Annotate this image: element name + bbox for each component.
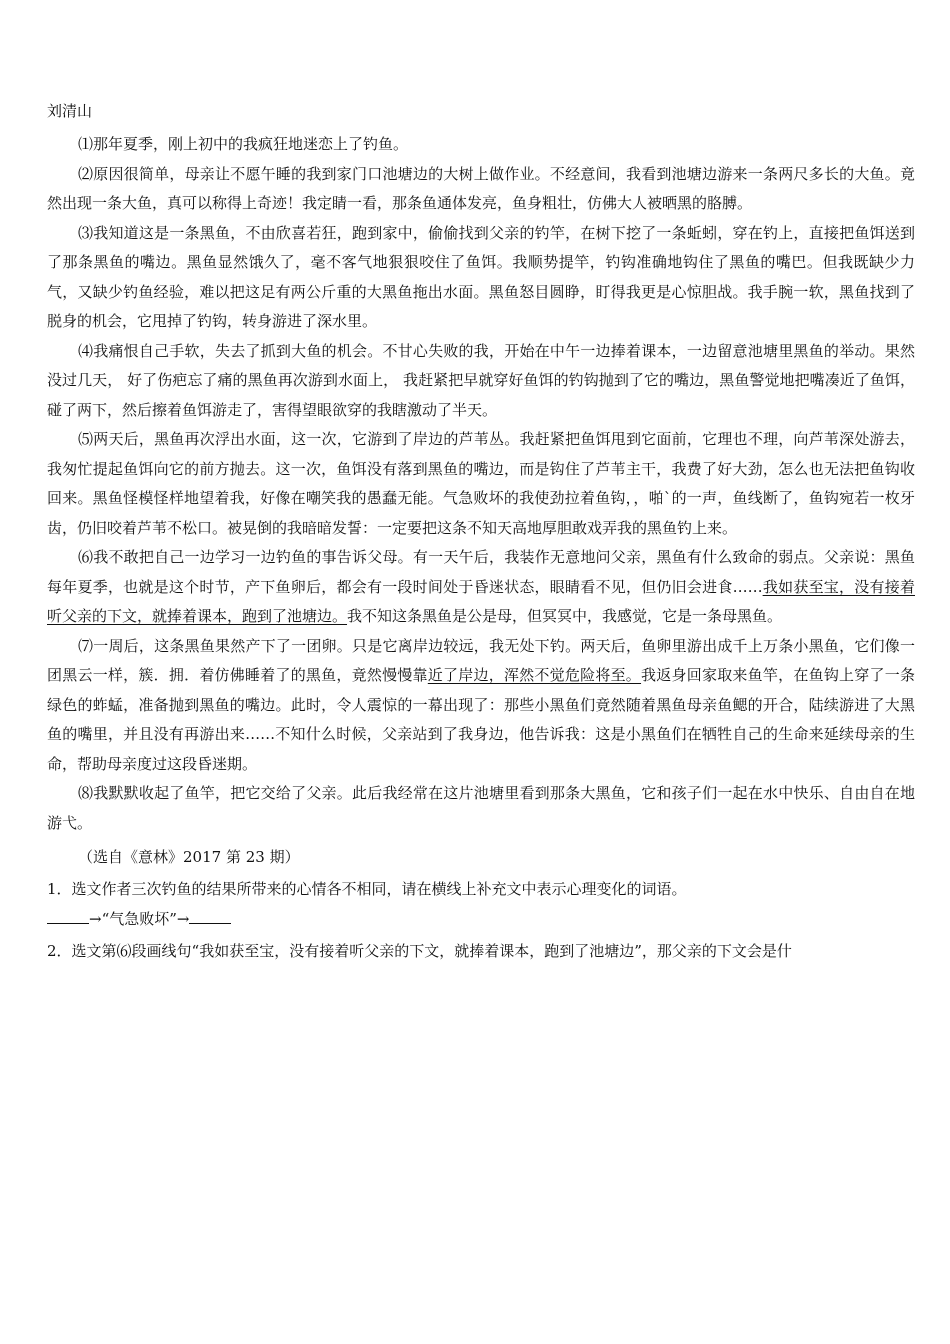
- author-name: 刘清山: [47, 102, 93, 120]
- paragraph-3: ⑶我知道这是一条黑鱼，不由欣喜若狂，跑到家中，偷偷找到父亲的钓竿，在树下挖了一条蚯蚓，穿在钓上，直接把鱼饵送到了那条黑鱼的嘴边。黑鱼显然饿久了，毫不客气地狠狠咬住了鱼饵。我顺势提竿，钓钩准确地钩住了黑鱼的嘴巴。但我既缺少力气，又缺少钓鱼经验，难以把这足有两公斤重的大黑鱼拖出水面。黑鱼怒目圆睁，盯得我更是心惊胆战。我手腕一软，黑鱼找到了脱身的机会，它甩掉了钓钩，转身游进了深水里。: [47, 223, 915, 330]
- paragraph-5: ⑸两天后，黑鱼再次浮出水面，这一次，它游到了岸边的芦苇丛。我赶紧把鱼饵甩到它面前，它理也不理，向芦苇深处游去，我匆忙提起鱼饵向它的前方抛去。这一次，鱼饵没有落到黑鱼的嘴边，而是钩住了芦苇主干，我费了好大劲，怎么也无法把鱼钩收回来。黑鱼怪模怪样地望着我，好像在嘲笑我的愚蠢无能。气急败坏的我使劲拉着鱼钩，，啪`的一声，鱼线断了，鱼钩宛若一枚牙齿，仍旧咬着芦苇不松口。被晃倒的我暗暗发誓：一定要把这条不知天高地厚胆敢戏弄我的黑鱼钓上来。: [47, 430, 915, 537]
- answer-blank-1[interactable]: [47, 907, 89, 924]
- paragraph-6-before: ⑹我不敢把自己一边学习一边钓鱼的事告诉父母。有一天午后，我装作无意地问父亲，黑鱼有什么致命的弱点。父亲说：黑鱼每年夏季，也就是这个时节，产下鱼卵后，都会有一段时间处于昏迷状态，眼睛看不见，但仍旧会进食……: [47, 548, 915, 596]
- source-citation: （选自《意林》2017 第 23 期）: [78, 848, 300, 866]
- paragraph-8: ⑻我默默收起了鱼竿，把它交给了父亲。此后我经常在这片池塘里看到那条大黑鱼，它和孩子们一起在水中快乐、自由自在地游弋。: [47, 784, 915, 832]
- paragraph-7: [47, 632, 915, 780]
- paragraph-7-underlined-phrase: 近了岸边，浑然不觉危险将至。: [427, 666, 642, 684]
- paragraph-4: ⑷我痛恨自己手软，失去了抓到大鱼的机会。不甘心失败的我，开始在中午一边捧着课本，一边留意池塘里黑鱼的举动。果然没过几天， 好了伤疤忘了痛的黑鱼再次游到水面上， 我赶紧把早就穿好鱼饵的钓钩抛到了它的嘴边，黑鱼警觉地把嘴凑近了鱼饵，碰了两下，然后擦着鱼饵游走了，害得望眼欲穿的我瞎激动了半天。: [47, 341, 915, 419]
- paragraph-7-before: ⑺一周后，这条黑鱼果然产下了一团卵。只是它离岸边较远，我无处下钓。两天后，鱼卵里游出成千上万条小黑鱼，它们像一团黑云一样，簇．拥．着仿佛睡着了的黑鱼，竟然慢慢靠: [47, 636, 915, 684]
- paragraph-2: ⑵原因很简单，母亲让不愿午睡的我到家门口池塘边的大树上做作业。不经意间，我看到池塘边游来一条两尺多长的大鱼。竟然出现一条大鱼，真可以称得上奇迹！我定睛一看，那条鱼通体发亮，鱼身粗壮，仿佛大人被晒黑的胳膊。: [47, 164, 915, 212]
- answer-blank-2[interactable]: [189, 907, 231, 924]
- paragraph-6: [47, 543, 915, 632]
- paragraph-6-after: 我不知这条黑鱼是公是母，但冥冥中，我感觉，它是一条母黑鱼。: [347, 607, 783, 625]
- answer-middle-word: →“气急败坏”→: [89, 910, 190, 928]
- question-1-answer-line: [47, 904, 915, 934]
- paragraph-6-underlined-sentence: 我如获至宝，没有接着听父亲的下文，就捧着课本，跑到了池塘边。: [47, 577, 915, 625]
- paragraph-7-after: 我返身回家取来鱼竿，在鱼钩上穿了一条绿色的蚱蜢，准备抛到黑鱼的嘴边。此时，令人震惊的一幕出现了：那些小黑鱼们竟然随着黑鱼母亲鱼鳃的开合，陆续游进了大黑鱼的嘴里，并且没有再游出来……不知什么时候，父亲站到了我身边，他告诉我：这是小黑鱼们在牺牲自己的生命来延续母亲的生命，帮助母亲度过这段昏迷期。: [47, 666, 915, 773]
- question-1: 1．选文作者三次钓鱼的结果所带来的心情各不相同，请在横线上补充文中表示心理变化的词语。: [47, 880, 687, 898]
- document-page: [47, 96, 915, 966]
- paragraph-1: ⑴那年夏季，刚上初中的我疯狂地迷恋上了钓鱼。: [78, 135, 409, 153]
- question-2: 2．选文第⑹段画线句“我如获至宝，没有接着听父亲的下文，就捧着课本，跑到了池塘边”，那父亲的下文会是什: [47, 942, 792, 960]
